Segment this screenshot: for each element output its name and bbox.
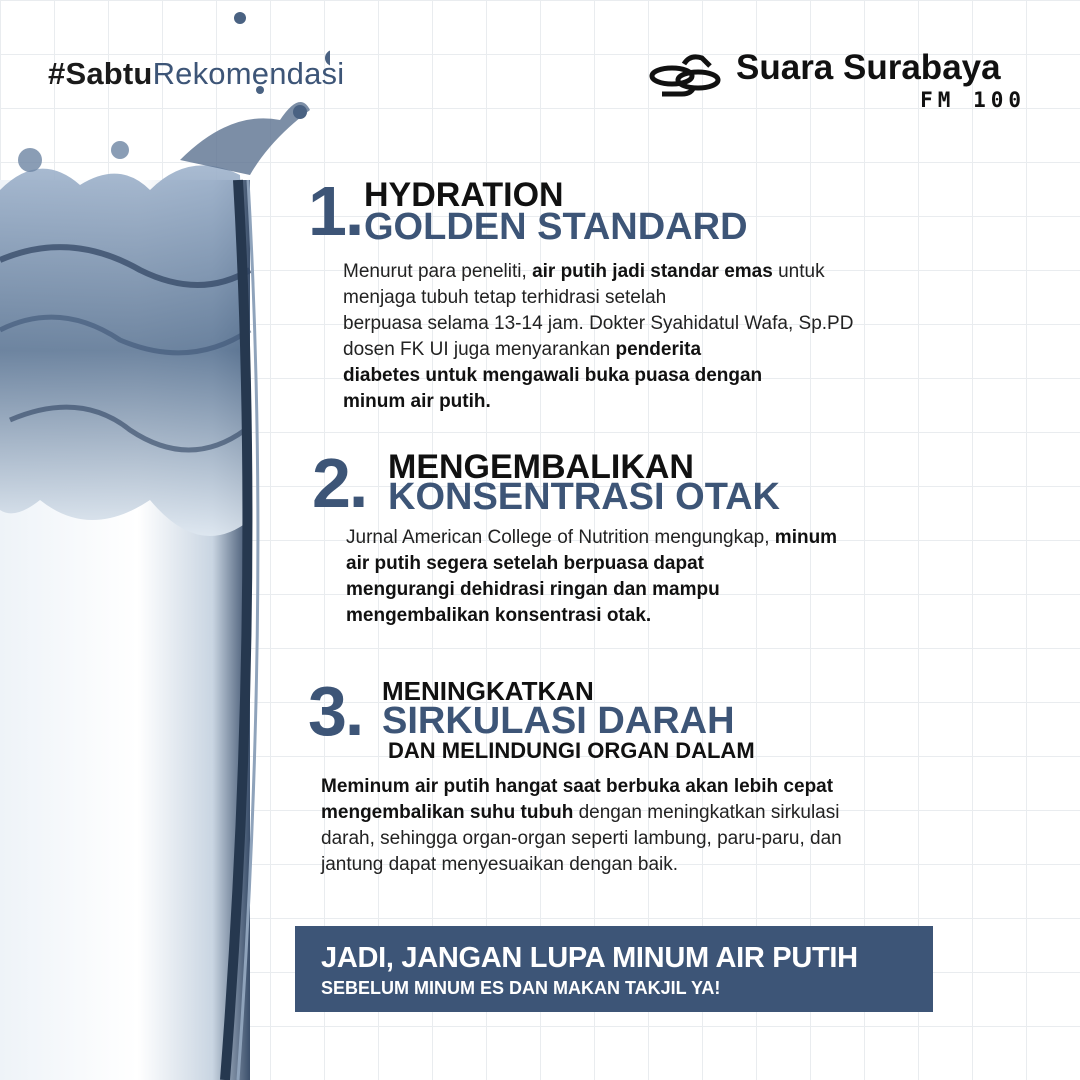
body-line [343, 389, 853, 415]
body-text: Menurut para peneliti, [343, 261, 533, 282]
body-line [321, 800, 842, 826]
body-text-bold: air putih segera setelah berpuasa dapat [346, 553, 704, 574]
brand-logo [648, 48, 1038, 118]
water-glass-illustration [0, 0, 330, 1080]
body-line [343, 337, 853, 363]
body-line [346, 551, 837, 577]
body-text: darah, sehingga organ-organ seperti lambung, paru-paru, dan [321, 828, 842, 849]
body-text-bold: Meminum air putih hangat saat berbuka akan lebih cepat [321, 776, 834, 797]
section-subtitle: GOLDEN STANDARD [364, 206, 748, 248]
section-subtitle-2: DAN MELINDUNGI ORGAN DALAM [388, 738, 755, 763]
body-line [343, 363, 853, 389]
body-line [346, 525, 837, 551]
call-to-action-banner [295, 926, 933, 1012]
body-text-bold: diabetes untuk mengawali buka puasa dengan [343, 365, 763, 386]
hashtag [48, 56, 344, 92]
section-subtitle: KONSENTRASI OTAK [388, 476, 780, 518]
body-text-bold: air putih jadi standar emas [532, 261, 773, 282]
body-text: untuk [772, 261, 825, 282]
body-text-bold: penderita [615, 339, 702, 360]
body-line [321, 774, 842, 800]
body-line [346, 603, 837, 629]
section-body [343, 259, 853, 415]
section-subtitle: SIRKULASI DARAH [382, 700, 735, 742]
body-text-bold: minum [774, 527, 838, 548]
body-text: menjaga tubuh tetap terhidrasi setelah [343, 287, 667, 308]
section-body [346, 525, 837, 629]
body-line [321, 826, 842, 852]
cta-headline: JADI, JANGAN LUPA MINUM AIR PUTIH [321, 942, 858, 974]
cta-subline: SEBELUM MINUM ES DAN MAKAN TAKJIL YA! [321, 978, 721, 998]
section-title: MENINGKATKAN [382, 676, 594, 706]
body-text: berpuasa selama 13-14 jam. Dokter Syahidatul Wafa, Sp.PD [343, 313, 854, 334]
body-text-bold: minum air putih. [343, 391, 491, 412]
body-line [346, 577, 837, 603]
body-text-bold: mengurangi dehidrasi ringan dan mampu [346, 579, 720, 600]
body-text: jantung dapat menyesuaikan dengan baik. [321, 854, 679, 875]
brand-name: Suara Surabaya [736, 48, 1001, 87]
section-title: HYDRATION [364, 176, 564, 214]
section-number: 3. [308, 672, 363, 750]
body-text-bold: mengembalikan konsentrasi otak. [346, 605, 652, 626]
body-text: dengan meningkatkan sirkulasi [573, 802, 840, 823]
section-number: 2. [312, 444, 367, 522]
section-body [321, 774, 842, 878]
body-text: Jurnal American College of Nutrition mengungkap, [346, 527, 775, 548]
section-number: 1. [308, 172, 363, 250]
hashtag-suffix: Rekomendasi [152, 56, 345, 91]
brand-frequency: FM 100 [920, 88, 1026, 112]
body-line [343, 259, 853, 285]
suara-surabaya-logo-icon [648, 52, 728, 108]
body-text-bold: mengembalikan suhu tubuh [321, 802, 574, 823]
body-line [343, 311, 853, 337]
section-title: MENGEMBALIKAN [388, 448, 694, 486]
body-text: dosen FK UI juga menyarankan [343, 339, 616, 360]
hashtag-prefix: #Sabtu [48, 56, 153, 91]
body-line [343, 285, 853, 311]
body-line [321, 852, 842, 878]
